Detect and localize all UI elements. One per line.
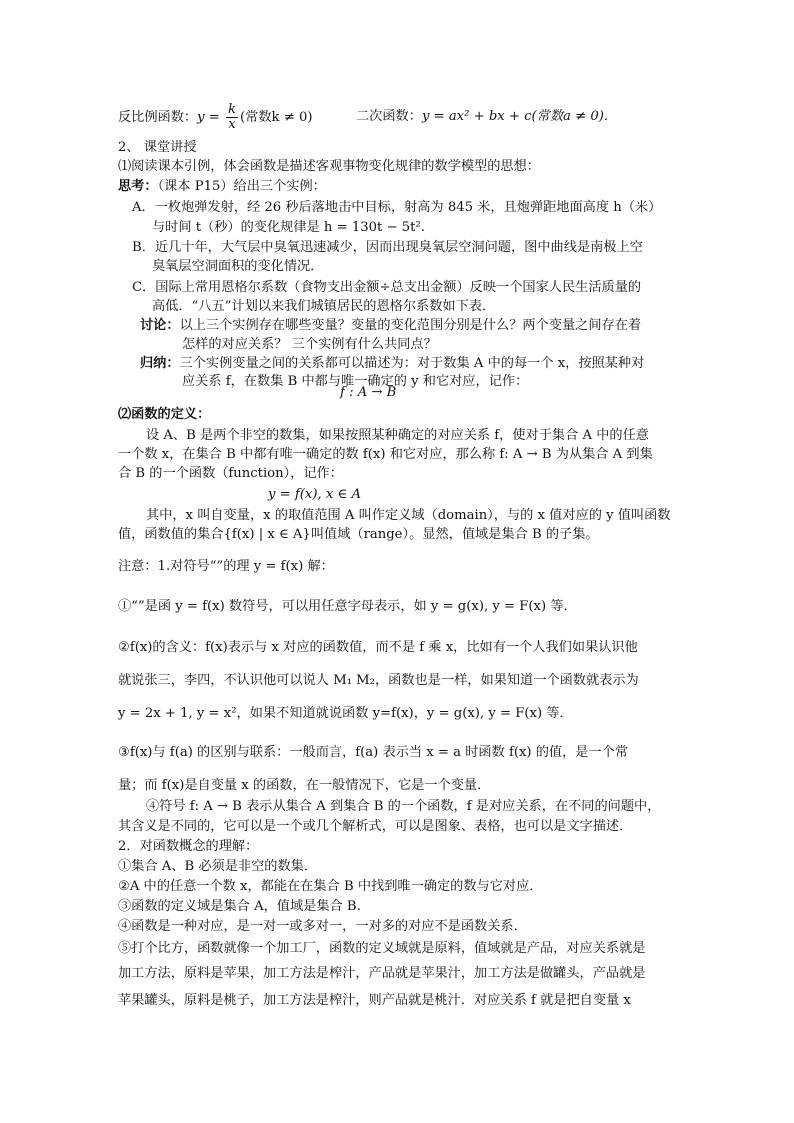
inverse-fraction [226,103,238,132]
definition-line6: 值，函数值的集合{f(x) | x ∈ A}叫值域（range）。显然，值域是集合 B 的子集。 [118,527,599,542]
think-text: （课本 P15）给出三个实例： [157,179,326,194]
discuss-line2: 怎样的对应关系？ 三个实例有什么共同点？ [182,337,437,352]
concept-5-line3: 苹果罐头，原料是桃子，加工方法是榨汁，则产品就是桃汁．对应关系 f 就是把自变量 x [118,993,631,1008]
example-b-line1: B．近几十年，大气层中臭氧迅速减少，因而出现臭氧层空洞问题，图中曲线是南极上空 [132,240,643,255]
inverse-y: y = [197,110,225,125]
note-3-line1: ③f(x)与 f(a) 的区别与联系：一般而言，f(a) 表示当 x = a 时函数 f(x) 的值，是一个常 [118,745,629,760]
discuss-label: 讨论： [140,318,180,333]
definition-line1: 设 A、B 是两个非空的数集，如果按照某种确定的对应关系 f，使对于集合 A 中的任意 [146,428,649,443]
example-c-line2: 高低．“八五”计划以来我们城镇居民的恩格尔系数如下表． [152,299,496,314]
concept-2: ②A 中的任意一个数 x，都能在在集合 B 中找到唯一确定的数与它对应． [118,879,543,894]
note-2-line2: 就说张三，李四，不认识他可以说人 M₁ M₂，函数也是一样，如果知道一个函数就表示为 [118,673,639,688]
note-4-line1: ④符号 f: A → B 表示从集合 A 到集合 B 的一个函数，f 是对应关系，在不同的问题中， [146,799,661,814]
think-label: 思考： [118,179,158,194]
example-b-line2: 臭氧层空洞面积的变化情况． [152,259,324,274]
discuss-text1: 以上三个实例存在哪些变量？变量的变化范围分别是什么？两个变量之间存在着 [179,318,642,333]
quadratic-label: 二次函数： [356,109,422,124]
inverse-label: 反比例函数： [118,110,198,125]
summary-line1 [140,355,644,372]
summary-label: 归纳： [140,356,180,371]
summary-text1: 三个实例变量之间的关系都可以描述为：对于数集 A 中的每一个 x，按照某种对 [179,356,645,371]
example-a-line2: 与时间 t（秒）的变化规律是 h = 130t − 5t². [152,220,425,235]
quadratic-function-line [356,108,608,125]
discuss-line1 [140,317,641,334]
note-4-line2: 其含义是不同的，它可以是一个或几个解析式，可以是图象、表格，也可以是文字描述． [118,819,633,834]
function-notation: y = f(x), x ∈ A [268,487,361,502]
note-2-line1: ②f(x)的含义：f(x)表示与 x 对应的函数值，而不是 f 乘 x，比如有一个人我们如果认识他 [118,640,638,655]
section-heading: 2、 课堂讲授 [118,140,197,155]
think-line [118,178,326,195]
fraction-numerator: k [228,102,237,117]
note-1: ①“”是函 y = f(x) 数符号，可以用任意字母表示，如 y = g(x), y = F(x) 等． [118,599,577,614]
concept-heading: 2．对函数概念的理解： [118,839,259,854]
summary-line2: 应关系 f，在数集 B 中都与唯一确定的 y 和它对应，记作： [182,374,529,389]
concept-4: ④函数是一种对应，是一对一或多对一，一对多的对应不是函数关系． [118,919,527,934]
mapping-notation: f : A → B [340,385,397,400]
concept-3: ③函数的定义域是集合 A，值域是集合 B. [118,899,361,914]
definition-line5: 其中，x 叫自变量，x 的取值范围 A 叫作定义域（domain），与的 x 值对应的 y 值叫函数 [146,508,671,523]
note-3-line2: 量；而 f(x)是自变量 x 的函数，在一般情况下，它是一个变量． [118,778,491,793]
reading-item: ⑴阅读课本引例，体会函数是描述客观事物变化规律的数学模型的思想： [118,159,540,174]
inverse-condition: (常数k ≠ 0) [240,110,313,125]
example-c-line1: C．国际上常用恩格尔系数（食物支出金额÷总支出金额）反映一个国家人民生活质量的 [132,280,642,295]
definition-line3: 合 B 的一个函数（function），记作： [118,466,343,481]
definition-heading: ⑵函数的定义： [118,407,211,422]
concept-1: ①集合 A、B 必须是非空的数集． [118,859,318,874]
concept-5-line2: 加工方法，原料是苹果，加工方法是榨汁，产品就是苹果汁，加工方法是做罐头，产品就是 [118,966,646,981]
definition-line2: 一个数 x，在集合 B 中都有唯一确定的数 f(x) 和它对应，那么称 f: A → B 为从集合 A 到集 [118,447,653,462]
fraction-denominator: x [228,117,236,132]
example-a-line1: A．一枚炮弹发射，经 26 秒后落地击中目标，射高为 845 米，且炮弹距地面高度 h（米） [132,200,662,215]
quadratic-formula: y = ax² + bx + c(常数a ≠ 0). [421,109,609,124]
concept-5-line1: ⑤打个比方，函数就像一个加工厂，函数的定义域就是原料，值域就是产品，对应关系就是 [118,941,646,956]
inverse-function-line [118,103,313,132]
note-intro: 注意：1.对符号“”的理 y = f(x) 解： [118,559,334,574]
note-2-line3: y = 2x + 1, y = x²，如果不知道就说函数 y=f(x)，y = g(x), y = F(x) 等． [118,706,573,721]
